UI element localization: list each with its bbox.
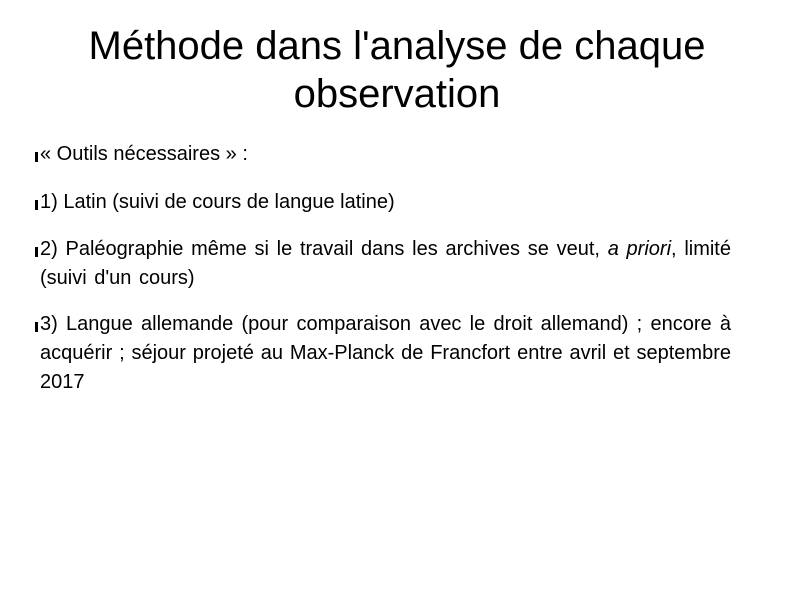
- paragraph-text: 1) Latin (suivi de cours de langue latine): [40, 191, 395, 213]
- slide-title-line-1: Méthode dans l'analyse de chaque: [88, 24, 706, 68]
- paragraph-text: , limité (suivi d'un cours): [40, 238, 731, 289]
- bullet-marker-icon: [35, 152, 38, 162]
- bullet-marker-icon: [35, 200, 38, 210]
- bullet-marker-icon: [35, 247, 38, 257]
- bullet-paragraph-paleography: [40, 235, 731, 293]
- paragraph-italic-text: a priori: [607, 238, 672, 260]
- slide-title-line-2: observation: [293, 72, 501, 116]
- paragraph-text: 3) Langue allemande (pour comparaison avec le droit allemand) ; encore à acquérir ; séjour projeté au Max-Planck de Francfort entre avril et septembre 2017: [40, 313, 731, 393]
- bullet-paragraph-latin: [40, 188, 731, 217]
- paragraph-text: « Outils nécessaires » :: [40, 143, 248, 165]
- bullet-paragraph-german: [40, 310, 731, 397]
- bullet-paragraph-tools: [40, 140, 731, 169]
- slide-title: [0, 22, 794, 118]
- slide-body: [40, 140, 731, 397]
- paragraph-text: 2) Paléographie même si le travail dans les archives se veut,: [40, 238, 608, 260]
- bullet-marker-icon: [35, 322, 38, 332]
